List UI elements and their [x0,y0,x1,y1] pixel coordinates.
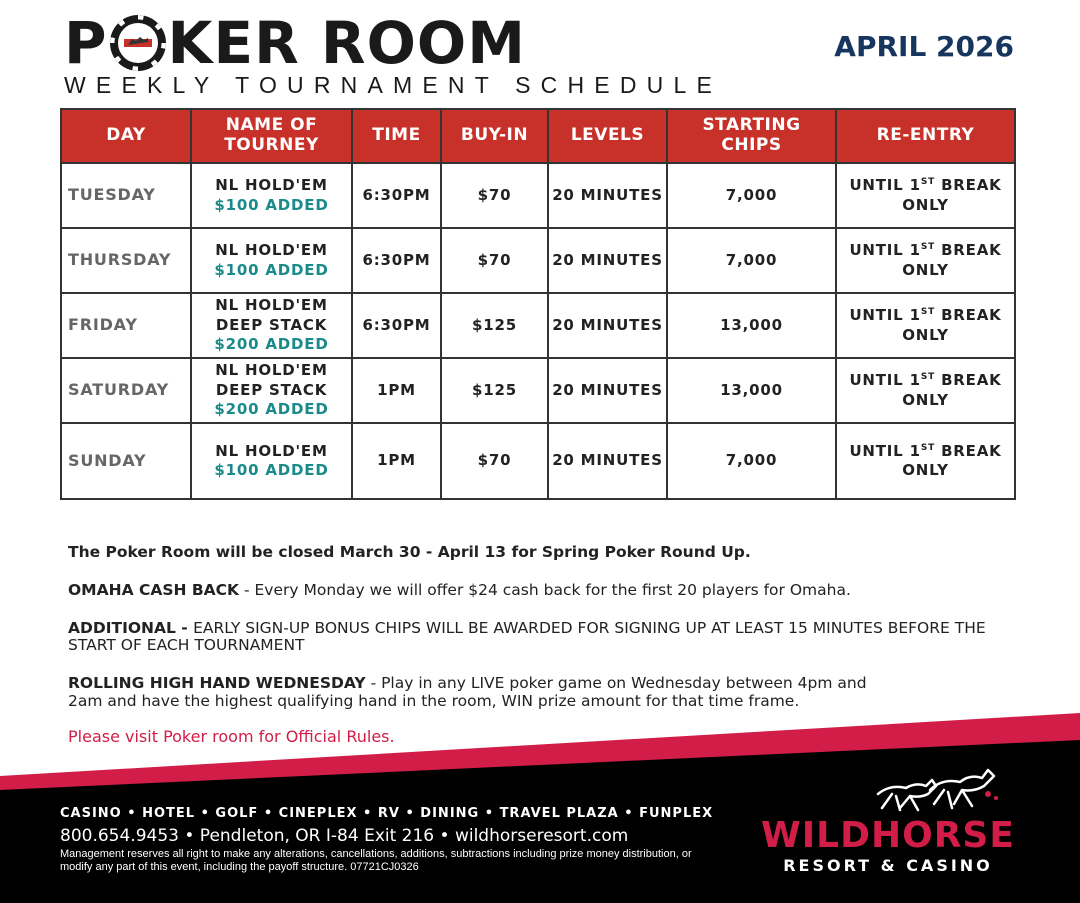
cell-chips: 7,000 [667,163,836,228]
note-rolling [68,675,868,711]
cell-levels: 20 MINUTES [548,423,667,499]
reentry-sup: ST [920,372,936,382]
reentry-text: UNTIL 1 [849,176,921,194]
tournament-schedule-table [60,108,1016,500]
note-omaha-text: - Every Monday we will offer $24 cash back for the first 20 players for Omaha. [239,580,851,599]
tourney-name: NL HOLD'EM [215,241,328,259]
cell-buyin: $70 [441,423,548,499]
cell-day: TUESDAY [61,163,191,228]
title-rest: KER ROOM [167,9,526,77]
wildhorse-logo [758,815,1018,875]
added-amount: $100 ADDED [214,260,329,279]
header-levels: LEVELS [548,109,667,163]
cell-levels: 20 MINUTES [548,293,667,358]
note-omaha-label: OMAHA CASH BACK [68,580,240,599]
note-closed-text: The Poker Room will be closed March 30 - April 13 for Spring Poker Round Up. [68,543,751,561]
cell-buyin: $70 [441,228,548,293]
cell-buyin: $125 [441,293,548,358]
cell-chips: 13,000 [667,293,836,358]
table-row [61,423,1015,499]
tourney-name: NL HOLD'EM [215,441,328,460]
header-day: DAY [61,109,191,163]
cell-chips: 7,000 [667,228,836,293]
tourney-name: NL HOLD'EM [215,296,328,315]
header-buyin: BUY-IN [441,109,548,163]
table-row [61,358,1015,423]
added-amount: $100 ADDED [214,461,329,479]
table-header-row [61,109,1015,163]
added-amount: $100 ADDED [214,195,329,214]
cell-name [191,293,352,358]
cell-levels: 20 MINUTES [548,358,667,423]
reentry-line2: ONLY [902,260,949,279]
header-name: NAME OF TOURNEY [191,109,352,163]
note-additional-text: EARLY SIGN-UP BONUS CHIPS WILL BE AWARDED FOR SIGNING UP AT LEAST 15 MINUTES BEFORE THE START OF EACH TOURNAMENT [68,618,986,655]
cell-reentry [836,358,1015,423]
cell-buyin: $70 [441,163,548,228]
reentry-line2: ONLY [902,325,949,344]
brand-subtitle: RESORT & CASINO [783,856,993,875]
tourney-name-line2: DEEP STACK [215,380,328,399]
cell-reentry [836,293,1015,358]
table-row [61,163,1015,228]
reentry-line2: ONLY [902,195,949,214]
brand-name: WILDHORSE [761,815,1015,856]
tourney-name-line2: DEEP STACK [215,315,328,334]
cell-levels: 20 MINUTES [548,228,667,293]
note-rolling-text: - Play in any LIVE poker game on Wednesday between 4pm and 2am and have the highest qualifying hand in the room, WIN prize amount for that time frame. [68,674,867,711]
cell-day: SUNDAY [61,423,191,499]
reentry-text-post: BREAK [935,441,1002,460]
footer-disclaimer: Management reserves all right to make any alterations, cancellations, additions, subtractions including prize money distribution, or modify any part of this event, including the payoff structure. 07721CJ0326 [60,848,692,874]
cell-time: 6:30PM [352,293,441,358]
cell-reentry [836,163,1015,228]
reentry-text: UNTIL 1 [849,241,921,259]
title-letter-p: P [64,9,108,77]
reentry-text-post: BREAK [935,176,1002,194]
reentry-line2: ONLY [902,461,949,479]
cell-time: 6:30PM [352,163,441,228]
added-amount: $200 ADDED [214,400,329,419]
cell-reentry [836,423,1015,499]
cell-reentry [836,228,1015,293]
cell-chips: 7,000 [667,423,836,499]
tourney-name: NL HOLD'EM [215,176,328,194]
reentry-sup: ST [920,242,936,252]
header-chips: STARTING CHIPS [667,109,836,163]
cell-day: FRIDAY [61,293,191,358]
reentry-sup: ST [920,307,936,317]
note-closed [68,544,1008,562]
cell-levels: 20 MINUTES [548,163,667,228]
added-amount: $200 ADDED [214,335,329,354]
cell-name [191,163,352,228]
cell-day: THURSDAY [61,228,191,293]
table-row [61,293,1015,358]
tourney-name: NL HOLD'EM [215,361,328,380]
reentry-text: UNTIL 1 [849,306,921,324]
running-horses-icon [870,764,1010,820]
footer-amenities: CASINO • HOTEL • GOLF • CINEPLEX • RV • DINING • TRAVEL PLAZA • FUNPLEX [60,806,714,821]
reentry-sup: ST [920,442,936,453]
reentry-text-post: BREAK [935,241,1002,259]
poker-chip-icon [110,15,166,71]
note-additional-label: ADDITIONAL - [68,618,194,637]
note-omaha [68,582,1008,600]
schedule-month: APRIL 2026 [834,30,1014,63]
cell-buyin: $125 [441,358,548,423]
cell-day: SATURDAY [61,358,191,423]
reentry-text-post: BREAK [935,371,1002,389]
reentry-text: UNTIL 1 [849,371,921,389]
reentry-text-post: BREAK [935,306,1002,324]
cell-chips: 13,000 [667,358,836,423]
page-title [64,10,526,76]
reentry-sup: ST [920,177,936,187]
note-additional [68,620,1008,656]
reentry-line2: ONLY [902,390,949,409]
cell-name [191,228,352,293]
note-rolling-label: ROLLING HIGH HAND WEDNESDAY [68,674,366,693]
official-rules-note: Please visit Poker room for Official Rules. [68,727,395,746]
reentry-text: UNTIL 1 [849,441,921,460]
cell-time: 1PM [352,358,441,423]
header-reentry: RE-ENTRY [836,109,1015,163]
wildhorse-chip-icon [124,33,152,53]
cell-name [191,358,352,423]
cell-time: 6:30PM [352,228,441,293]
page-subtitle: WEEKLY TOURNAMENT SCHEDULE [64,72,722,98]
schedule-notes [68,544,1008,731]
header-time: TIME [352,109,441,163]
table-row [61,228,1015,293]
cell-name [191,423,352,499]
footer-contact: 800.654.9453 • Pendleton, OR I-84 Exit 216 • wildhorseresort.com [60,826,629,846]
cell-time: 1PM [352,423,441,499]
